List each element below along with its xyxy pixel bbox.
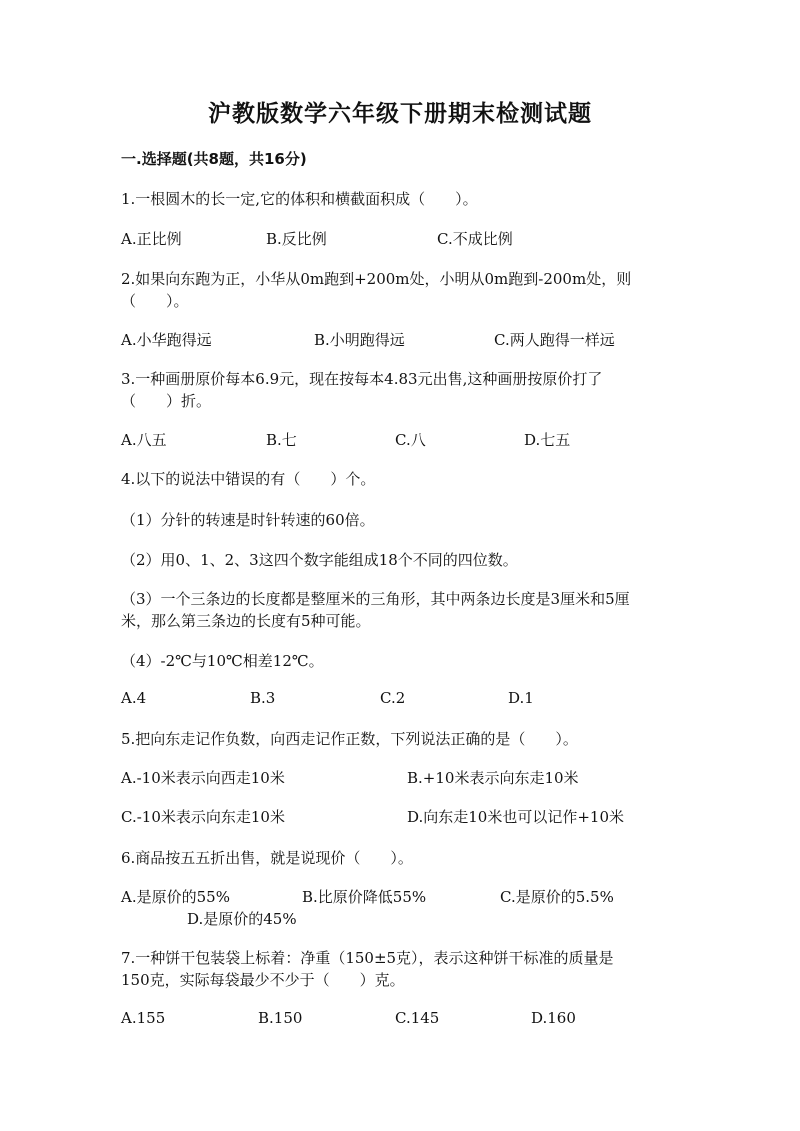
question-3-stem-line-2: （ ）折。	[121, 392, 212, 410]
question-7-option-b: B.150	[258, 1009, 303, 1027]
page-title: 沪教版数学六年级下册期末检测试题	[208, 100, 592, 127]
question-7-option-c: C.145	[395, 1009, 440, 1027]
question-3-stem-line-1: 3.一种画册原价每本6.9元，现在按每本4.83元出售,这种画册按原价打了	[121, 370, 603, 388]
question-2-option-a: A.小华跑得远	[121, 331, 212, 349]
question-1-option-c: C.不成比例	[437, 230, 513, 248]
question-6-option-b: B.比原价降低55%	[302, 888, 427, 906]
section-heading: 一.选择题(共8题，共16分)	[121, 150, 307, 168]
question-5-stem: 5.把向东走记作负数，向西走记作正数，下列说法正确的是（ ）。	[121, 730, 578, 748]
question-6-option-c: C.是原价的5.5%	[500, 888, 614, 906]
question-5-option-a: A.-10米表示向西走10米	[121, 769, 285, 787]
question-4-statement-2: （2）用0、1、2、3这四个数字能组成18个不同的四位数。	[121, 551, 518, 569]
question-5-option-d: D.向东走10米也可以记作+10米	[407, 808, 625, 826]
question-6-stem: 6.商品按五五折出售，就是说现价（ ）。	[121, 849, 413, 867]
question-6-option-d: D.是原价的45%	[187, 910, 297, 928]
question-1-option-a: A.正比例	[121, 230, 182, 248]
question-7-option-d: D.160	[531, 1009, 576, 1027]
question-6-option-a: A.是原价的55%	[121, 888, 230, 906]
question-1-option-b: B.反比例	[266, 230, 327, 248]
question-7-option-a: A.155	[121, 1009, 166, 1027]
question-4-option-d: D.1	[508, 689, 534, 707]
question-7-stem-line-2: 150克，实际每袋最少不少于（ ）克。	[121, 971, 405, 989]
question-4-statement-3-line-2: 米，那么第三条边的长度有5种可能。	[121, 612, 371, 630]
question-4-statement-1: （1）分针的转速是时针转速的60倍。	[121, 511, 375, 529]
question-2-stem-line-1: 2.如果向东跑为正，小华从0m跑到+200m处，小明从0m跑到-200m处，则	[121, 270, 632, 288]
question-4-option-c: C.2	[380, 689, 406, 707]
question-3-option-c: C.八	[395, 431, 426, 449]
question-4-option-a: A.4	[121, 689, 147, 707]
question-4-stem: 4.以下的说法中错误的有（ ）个。	[121, 470, 376, 488]
question-5-option-c: C.-10米表示向东走10米	[121, 808, 285, 826]
question-5-option-b: B.+10米表示向东走10米	[407, 769, 579, 787]
question-4-option-b: B.3	[250, 689, 276, 707]
question-3-option-b: B.七	[266, 431, 297, 449]
question-7-stem-line-1: 7.一种饼干包装袋上标着：净重（150±5克），表示这种饼干标准的质量是	[121, 949, 614, 967]
question-2-option-b: B.小明跑得远	[314, 331, 405, 349]
question-1-stem: 1.一根圆木的长一定,它的体积和横截面积成（ ）。	[121, 190, 478, 208]
question-2-stem-line-2: （ ）。	[121, 292, 189, 310]
question-4-statement-4: （4）-2℃与10℃相差12℃。	[121, 652, 324, 670]
question-3-option-a: A.八五	[121, 431, 167, 449]
question-2-option-c: C.两人跑得一样远	[494, 331, 615, 349]
question-4-statement-3-line-1: （3）一个三条边的长度都是整厘米的三角形，其中两条边长度是3厘米和5厘	[121, 590, 630, 608]
question-3-option-d: D.七五	[524, 431, 571, 449]
